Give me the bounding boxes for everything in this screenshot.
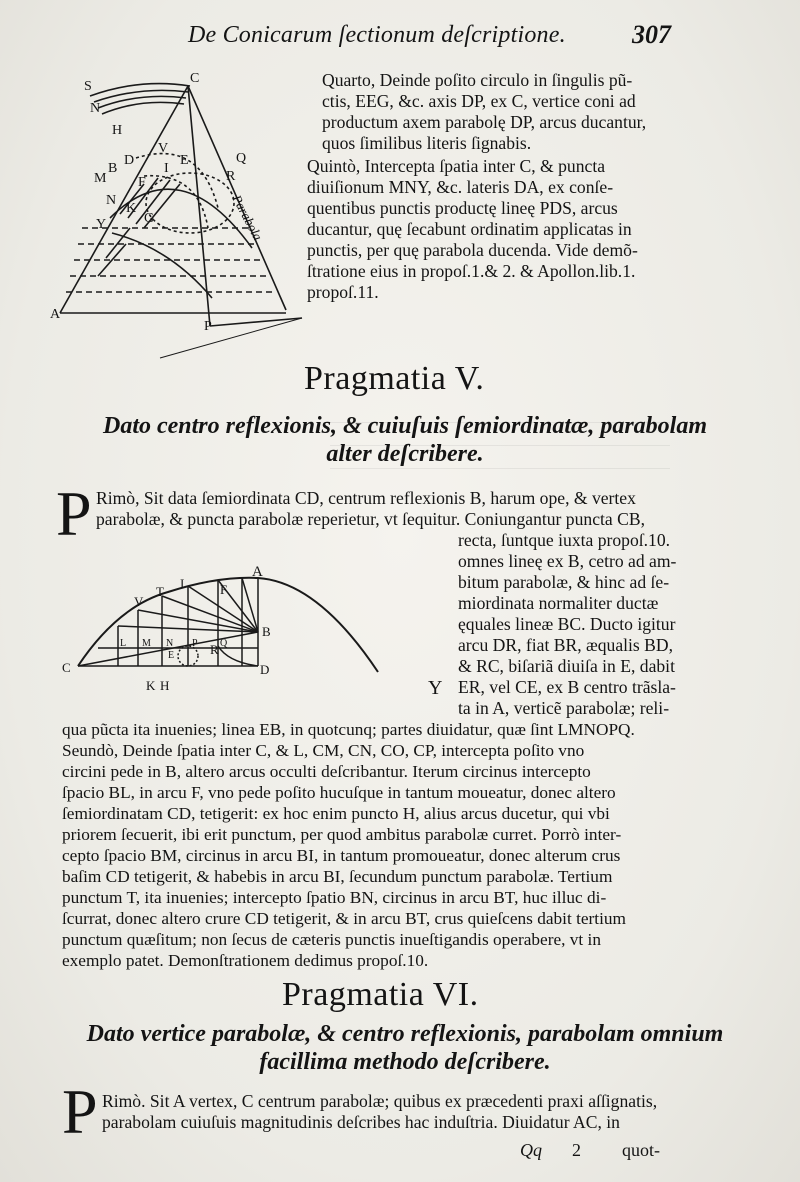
text-line: ctis, EEG, &c. axis DP, ex C, vertice coni ad xyxy=(322,91,636,111)
fig1-label: K xyxy=(126,201,137,216)
fig2-label: I xyxy=(180,576,185,591)
text-line: ta in A, verticẽ parabolæ; reli- xyxy=(458,698,670,718)
text-line: ſtratione eius in propoſ.1.& 2. & Apollon.lib.1. xyxy=(307,261,636,281)
figure-cone-parabola xyxy=(40,68,310,373)
fig2-label: E xyxy=(168,650,175,661)
section-subtitle-vi xyxy=(60,1020,750,1076)
fig1-label: Q xyxy=(236,151,247,166)
text-line: ſemiordinatam CD, tetigerit: ex hoc enim puncto H, alius arcus ducetur, qui vbi xyxy=(62,804,610,823)
text-line: punctis, per quę parabola ducenda. Vide demõ- xyxy=(307,240,638,260)
fig2-label: B xyxy=(262,624,271,639)
section-heading-v: Pragmatia V. xyxy=(304,360,485,397)
text-line: bitum parabolæ, & hinc ad ſe- xyxy=(458,572,670,592)
text-line: Rimò, Sit data ſemiordinata CD, centrum reflexionis B, harum ope, & vertex xyxy=(96,488,636,508)
fig2-label: Y xyxy=(428,677,443,696)
fig1-label: N xyxy=(90,101,101,116)
fig2-label: D xyxy=(260,662,270,677)
fig1-label: I xyxy=(164,161,169,176)
fig2-label: A xyxy=(252,566,263,580)
text-line: productum axem parabolę DP, arcus ducantur, xyxy=(322,112,647,132)
fig1-label: Y xyxy=(96,217,107,232)
fig1-label: P xyxy=(204,319,212,334)
quarto-paragraph xyxy=(322,70,682,154)
fig2-label: L xyxy=(120,638,127,649)
fig1-label: B xyxy=(108,161,118,176)
fig1-label: C xyxy=(190,71,200,86)
quinto-paragraph xyxy=(307,156,685,303)
text-line: diuiſionum MNY, &c. lateris DA, ex conſe- xyxy=(307,177,614,197)
text-line: punctum T, ita inuenies; intercepto ſpatio BN, circinus in arcu BT, huc illuc di- xyxy=(62,888,607,907)
fig2-label: Q xyxy=(220,638,228,649)
text-line: recta, ſuntque iuxta propoſ.10. xyxy=(458,530,671,550)
text-line: parabolam cuiuſuis magnitudinis deſcribes hac induſtria. Diuidatur AC, in xyxy=(102,1112,620,1132)
dropcap: P xyxy=(62,1076,98,1147)
footer-signature xyxy=(520,1140,542,1161)
fig1-label: R xyxy=(226,169,236,184)
text-line: exemplo patet. Demonſtrationem dedimus propoſ.10. xyxy=(62,951,429,970)
fig1-label: D xyxy=(124,153,135,168)
text-line: Quintò, Intercepta ſpatia inter C, & puncta xyxy=(307,156,606,176)
fig2-label: V xyxy=(134,594,144,609)
fig2-label: T xyxy=(156,584,164,599)
text-line: Rimò. Sit A vertex, C centrum parabolæ; quibus ex præcedenti praxi aſſignatis, xyxy=(102,1091,658,1111)
section6-text xyxy=(102,1091,690,1133)
text-line: Quarto, Deinde poſito circulo in ſingulis pũ- xyxy=(322,70,633,90)
text-line: quos ſimilibus literis ſignabis. xyxy=(322,133,532,153)
fig1-label: G xyxy=(144,211,155,226)
fig2-label: H xyxy=(160,678,170,693)
text-line: ER, vel CE, ex B centro trãsla- xyxy=(458,677,676,697)
fig1-label: E xyxy=(180,153,189,168)
section5-body xyxy=(62,719,688,971)
text-line: & RC, biſariã diuiſa in E, dabit xyxy=(458,656,675,676)
fig1-label: H xyxy=(112,123,123,138)
section-heading-vi: Pragmatia VI. xyxy=(282,976,479,1013)
footer-signature-number: 2 xyxy=(572,1140,581,1160)
fig2-label: N xyxy=(166,638,174,649)
text-line: miordinata normaliter ductæ xyxy=(458,593,659,613)
figure-parabola-construction xyxy=(58,566,448,696)
subtitle-line: alter deſcribere. xyxy=(326,441,484,467)
dropcap: P xyxy=(56,478,92,549)
fig2-label: P xyxy=(192,638,198,649)
section5-intro xyxy=(96,488,686,530)
fig1-curve-label: Parabola xyxy=(229,192,266,243)
fig1-label: V xyxy=(158,141,169,156)
fig1-label: N xyxy=(106,193,117,208)
fig1-label: M xyxy=(94,171,107,186)
text-line: propoſ.11. xyxy=(307,282,379,302)
text-line: quentibus punctis productę lineę PDS, arcus xyxy=(307,198,618,218)
text-line: cepto ſpacio BM, circinus in arcu BI, in tantum promoueatur, donec alterum crus xyxy=(62,846,621,865)
text-line: ducantur, quę ſecabunt ordinatim applicatas in xyxy=(307,219,632,239)
fig1-label: F xyxy=(138,175,146,190)
text-line: circini pede in B, altero arcus occulti deſcribantur. Iterum circinus intercepto xyxy=(62,762,591,781)
text-line: ęquales lineæ BC. Ducto igitur xyxy=(458,614,676,634)
text-line: priorem ſecuerit, ibi erit punctum, per quod ambitus parabolæ curret. Porrò inter- xyxy=(62,825,622,844)
fig2-label: F xyxy=(220,582,228,597)
text-line: ſcurrat, donec altero crure CD tetigerit, & in arcu BT, crus quieſcens dabit tertium xyxy=(62,909,626,928)
text-line: punctum quæſitum; non ſecus de cæteris punctis inueſtigandis operabere, vt in xyxy=(62,930,601,949)
fig2-label: K xyxy=(146,678,156,693)
subtitle-line: facillima methodo deſcribere. xyxy=(259,1049,551,1075)
subtitle-line: Dato vertice parabolæ, & centro reflexionis, parabolam omnium xyxy=(86,1021,724,1047)
text-line: baſim CD tetigerit, & habebis in arcu BI, ſecundum punctum parabolæ. Tertium xyxy=(62,867,613,886)
fig2-label: R xyxy=(210,642,219,657)
subtitle-line: Dato centro reflexionis, & cuiuſuis ſemiordinatæ, parabolam xyxy=(102,413,708,439)
fig2-label: M xyxy=(142,638,151,649)
text-line: parabolæ, & puncta parabolæ reperietur, vt ſequitur. Coniungantur puncta CB, xyxy=(96,509,645,529)
signature-mark: Qq xyxy=(520,1140,542,1160)
page-number: 307 xyxy=(632,20,671,49)
text-line: omnes lineę ex B, cetro ad am- xyxy=(458,551,677,571)
text-line: qua pũcta ita inuenies; linea EB, in quotcunq; partes diuidatur, quæ ſint LMNOPQ. xyxy=(62,720,635,739)
fig1-label: A xyxy=(50,307,61,322)
text-line: arcu DR, fiat BR, æqualis BD, xyxy=(458,635,674,655)
text-line: Seundò, Deinde ſpatia inter C, & L, CM, CN, CO, CP, intercepta poſito vno xyxy=(62,741,585,760)
section-subtitle-v xyxy=(60,412,750,468)
fig2-label: C xyxy=(62,660,71,675)
text-line: ſpacio BL, in arcu F, vno pede poſito hucuſque in tantum moueatur, donec altero xyxy=(62,783,616,802)
section5-wrap xyxy=(458,530,688,719)
running-header: De Conicarum ſectionum deſcriptione. xyxy=(188,22,566,48)
catchword: quot- xyxy=(622,1140,660,1160)
fig1-label: S xyxy=(84,79,92,94)
